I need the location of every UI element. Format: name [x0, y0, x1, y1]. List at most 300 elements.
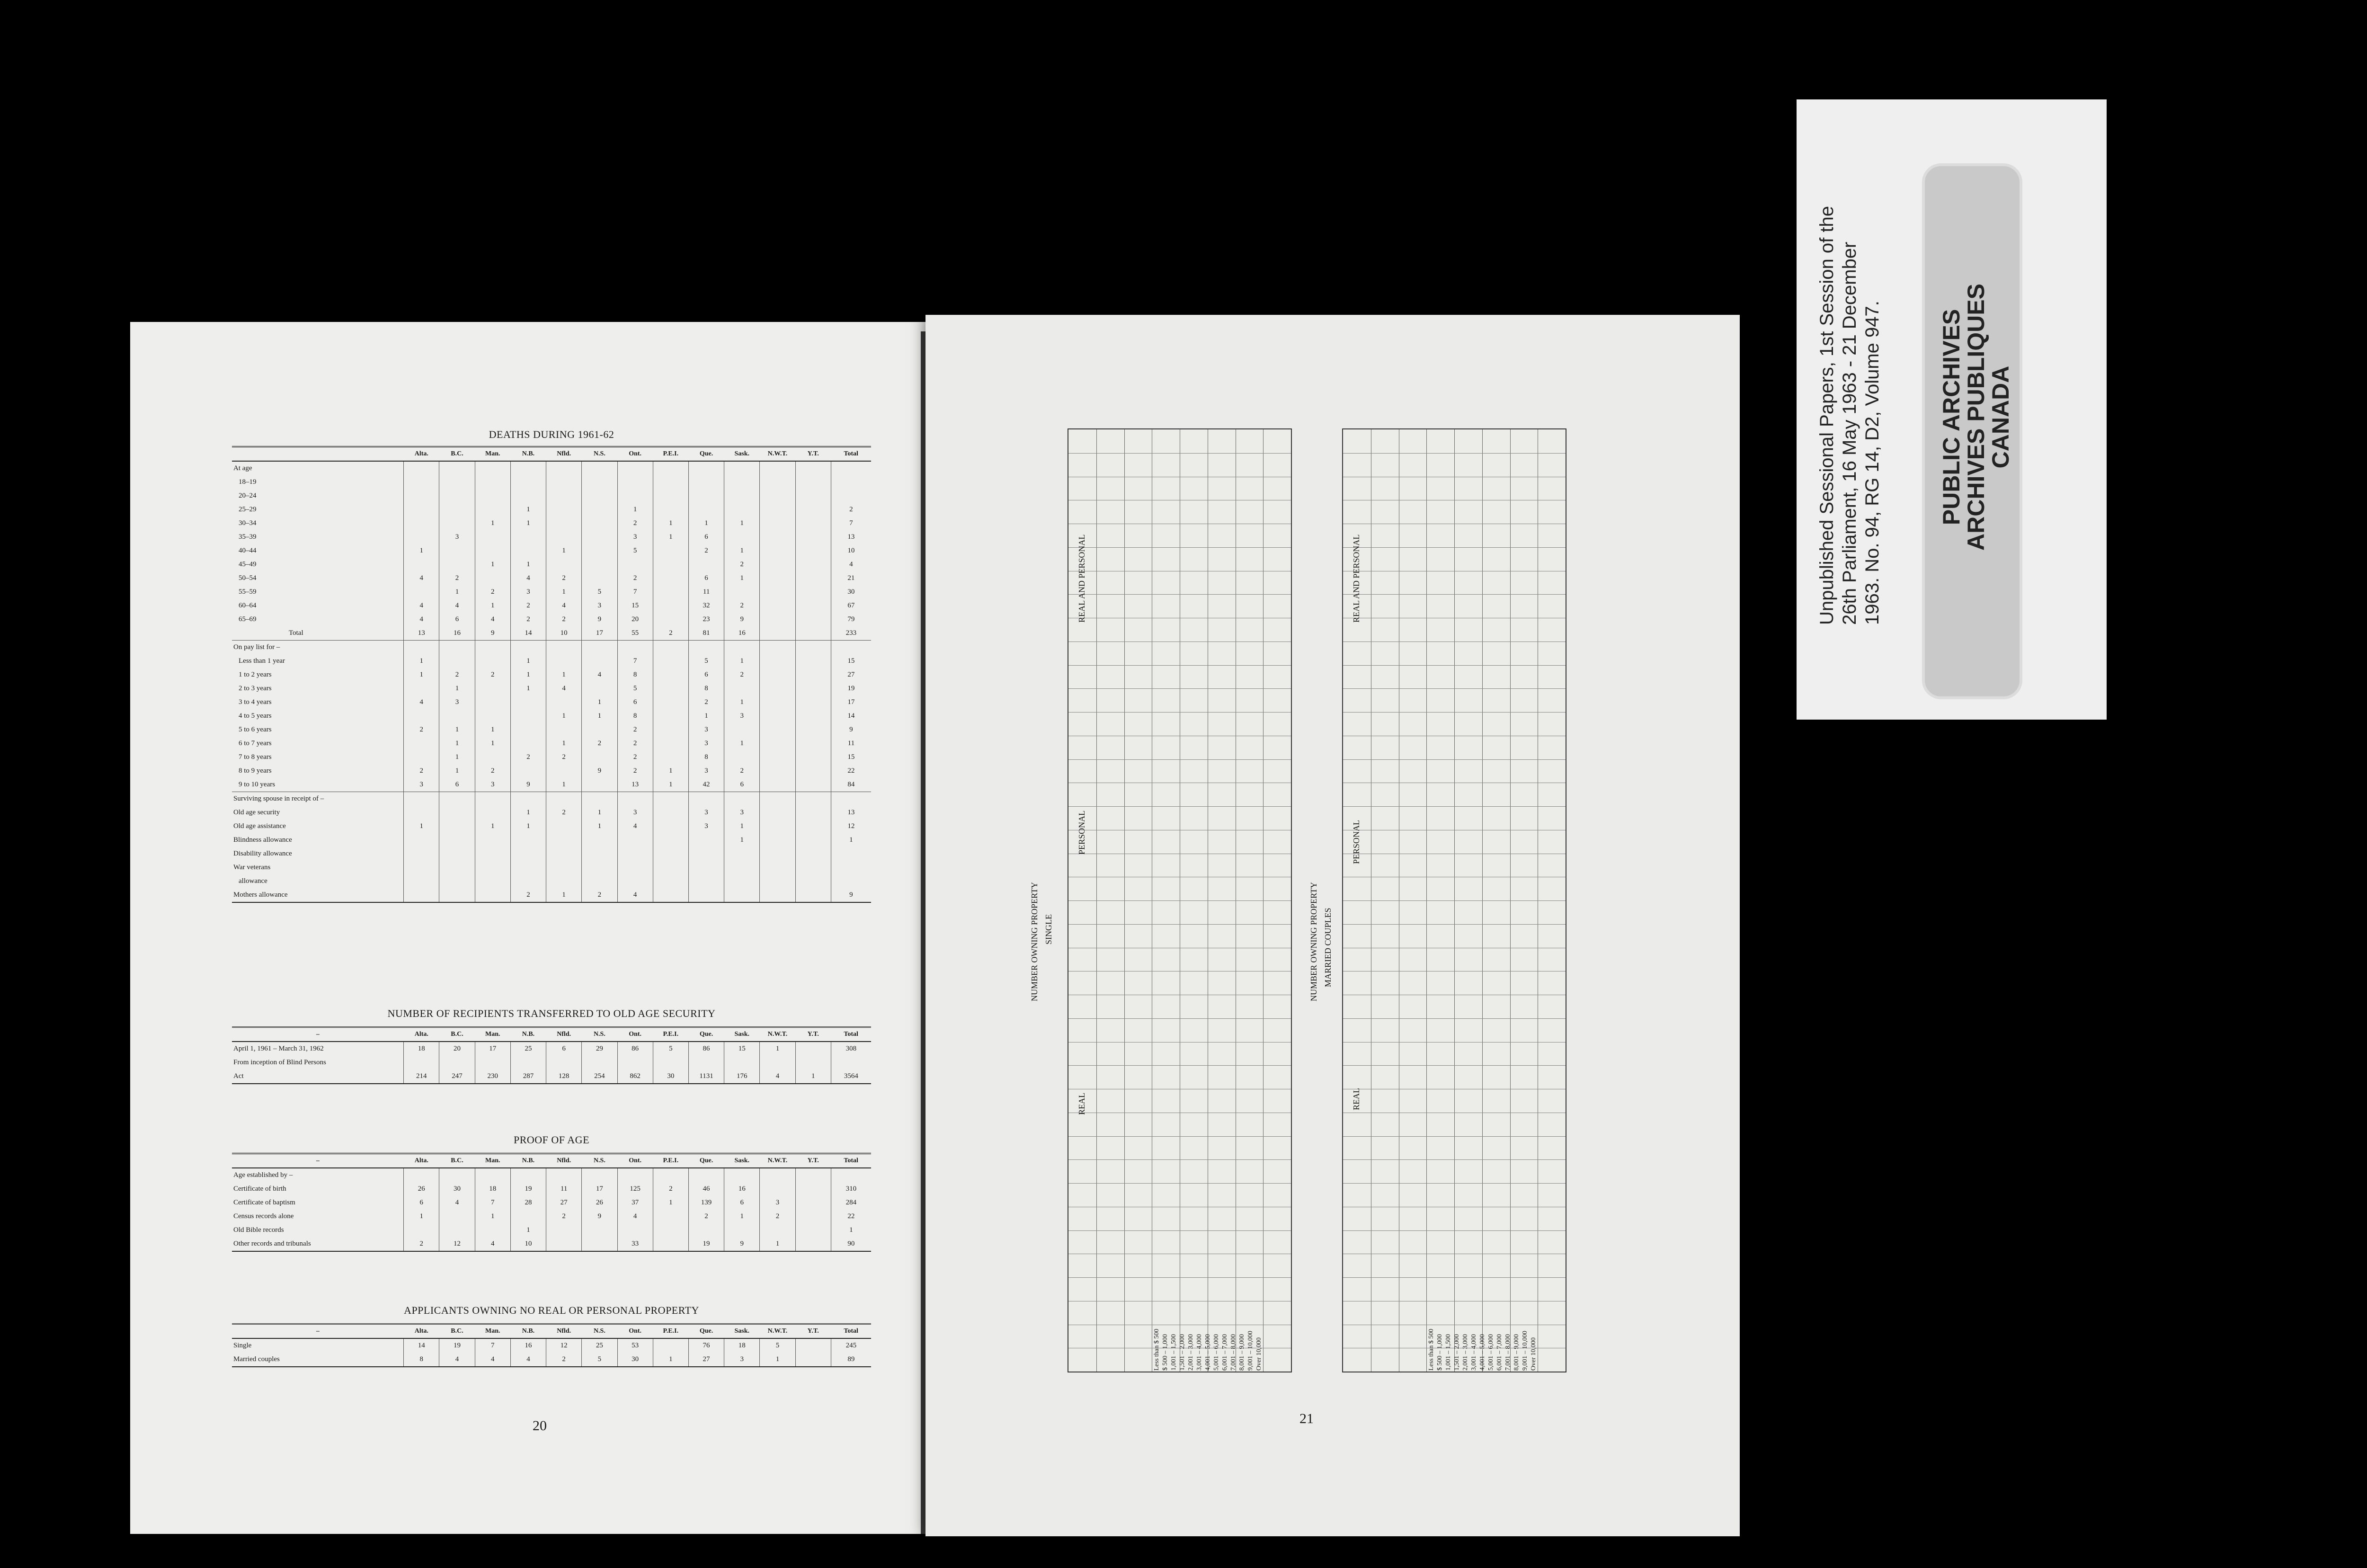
column-header: Man.: [475, 447, 510, 462]
column-header: Sask.: [724, 1154, 760, 1168]
table-cell: 5: [617, 682, 653, 695]
table-cell: 76: [688, 1338, 724, 1353]
deaths-table-title: DEATHS DURING 1961-62: [489, 428, 614, 440]
column-header: Y.T.: [795, 447, 831, 462]
table-cell: 2: [617, 737, 653, 750]
table-cell: 2: [724, 599, 760, 613]
table-cell: [582, 489, 617, 503]
table-cell: 1: [546, 778, 582, 792]
proof-of-age-table: [232, 1153, 871, 1252]
table-cell: [546, 833, 582, 847]
table-cell: 1: [510, 1223, 546, 1237]
table-cell: [653, 1056, 688, 1069]
row-label: April 1, 1961 – March 31, 1962: [233, 1045, 324, 1052]
table-cell: [475, 503, 510, 517]
table-cell: 2: [617, 764, 653, 778]
table-cell: 1: [724, 820, 760, 833]
table-cell: [439, 461, 475, 475]
column-header: Total: [831, 1324, 871, 1339]
table-cell: 4: [404, 695, 439, 709]
table-cell: 16: [510, 1338, 546, 1353]
table-cell: [760, 1223, 795, 1237]
table-cell: 33: [617, 1237, 653, 1251]
table-cell: [795, 544, 831, 558]
table-row: [232, 599, 871, 613]
grid-line: [1068, 1159, 1291, 1160]
table-cell: [795, 1056, 831, 1069]
table-cell: 26: [582, 1196, 617, 1210]
row-label: 50–54: [239, 574, 257, 582]
table-cell: [760, 530, 795, 544]
table-cell: 26: [404, 1182, 439, 1196]
table-cell: [653, 1168, 688, 1182]
table-cell: [795, 806, 831, 820]
married-property-table: [1342, 428, 1566, 1372]
table-cell: 37: [617, 1196, 653, 1210]
table-cell: [475, 806, 510, 820]
table-cell: [653, 654, 688, 668]
table-cell: 6: [688, 668, 724, 682]
table-cell: [760, 695, 795, 709]
table-cell: [439, 654, 475, 668]
table-cell: 1: [724, 654, 760, 668]
table-cell: 5: [653, 1042, 688, 1056]
grid-line: [1343, 1230, 1566, 1231]
table-cell: 2: [510, 599, 546, 613]
table-cell: 6: [546, 1042, 582, 1056]
table-cell: [688, 461, 724, 475]
table-cell: 1: [439, 585, 475, 599]
table-cell: [546, 517, 582, 530]
table-cell: [795, 654, 831, 668]
table-cell: [688, 792, 724, 806]
table-cell: [688, 874, 724, 888]
table-cell: [688, 503, 724, 517]
column-header: Alta.: [404, 447, 439, 462]
table-cell: [653, 599, 688, 613]
table-cell: [439, 888, 475, 902]
table-cell: [795, 530, 831, 544]
row-label: Less than 1 year: [239, 657, 285, 665]
table-cell: 2: [760, 1210, 795, 1223]
table-cell: 22: [831, 764, 871, 778]
table-cell: 19: [439, 1338, 475, 1353]
table-cell: [546, 1237, 582, 1251]
table-cell: 1: [653, 764, 688, 778]
table-row: [232, 723, 871, 737]
table-cell: 1: [475, 517, 510, 530]
table-cell: 1: [439, 750, 475, 764]
table-cell: 12: [831, 820, 871, 833]
table-row: [232, 544, 871, 558]
table-cell: [760, 1168, 795, 1182]
table-cell: [617, 861, 653, 874]
table-cell: [404, 489, 439, 503]
table-cell: [653, 750, 688, 764]
table-cell: 16: [439, 626, 475, 641]
row-label: 6 to 7 years: [239, 739, 272, 747]
row-label: 55–59: [239, 588, 257, 596]
table-cell: [795, 874, 831, 888]
table-cell: 2: [546, 1210, 582, 1223]
table-cell: 1: [831, 1223, 871, 1237]
table-cell: 46: [688, 1182, 724, 1196]
table-cell: [760, 599, 795, 613]
table-row: [232, 668, 871, 682]
table-cell: 1: [475, 558, 510, 571]
table-cell: 10: [546, 626, 582, 641]
citation-line-2: 26th Parliament, 16 May 1963 - 21 December: [1839, 241, 1860, 625]
table-row: [232, 806, 871, 820]
column-header: Nfld.: [546, 1154, 582, 1168]
table-cell: [439, 503, 475, 517]
table-cell: [617, 475, 653, 489]
table-cell: 1: [404, 544, 439, 558]
table-cell: 1: [724, 544, 760, 558]
table-cell: [404, 461, 439, 475]
table-cell: [404, 750, 439, 764]
column-header: N.S.: [582, 447, 617, 462]
column-header: Man.: [475, 1324, 510, 1339]
grid-line: [1343, 1159, 1566, 1160]
table-cell: 1: [760, 1042, 795, 1056]
table-cell: [688, 1168, 724, 1182]
table-cell: [582, 571, 617, 585]
table-cell: 18: [404, 1042, 439, 1056]
table-cell: 20: [439, 1042, 475, 1056]
table-cell: 1: [546, 888, 582, 902]
table-cell: 1: [582, 709, 617, 723]
grid-line: [1068, 712, 1291, 713]
single-table-title: NUMBER OWNING PROPERTY: [1030, 882, 1039, 1001]
table-cell: [724, 874, 760, 888]
citation-line-3: 1963. No. 94, RG 14, D2, Volume 947.: [1862, 301, 1883, 625]
table-cell: 9: [582, 1210, 617, 1223]
table-cell: [475, 847, 510, 861]
table-row: [232, 489, 871, 503]
column-header: –: [232, 1324, 404, 1339]
table-cell: 3: [582, 599, 617, 613]
table-cell: [510, 461, 546, 475]
table-cell: [724, 585, 760, 599]
column-header: Sask.: [724, 1324, 760, 1339]
value-range-label: 1,001 – 1,500: [1170, 1334, 1177, 1371]
value-range-label: 8,001 – 9,000: [1238, 1334, 1246, 1371]
table-cell: [475, 571, 510, 585]
table-row: [232, 1210, 871, 1223]
table-cell: 4: [546, 682, 582, 695]
table-cell: 1: [724, 737, 760, 750]
table-cell: [439, 558, 475, 571]
table-cell: [582, 544, 617, 558]
table-cell: [831, 475, 871, 489]
grid-line: [1068, 924, 1291, 925]
table-cell: 86: [617, 1042, 653, 1056]
table-row: [232, 695, 871, 709]
table-cell: [475, 1223, 510, 1237]
table-cell: 1131: [688, 1069, 724, 1084]
table-cell: 4: [404, 613, 439, 626]
column-header: N.S.: [582, 1027, 617, 1042]
table-cell: [831, 641, 871, 655]
table-cell: 2: [582, 737, 617, 750]
table-cell: [831, 792, 871, 806]
row-label: 3 to 4 years: [239, 698, 272, 706]
grid-line: [1343, 1277, 1566, 1278]
table-cell: 2: [475, 585, 510, 599]
table-cell: [546, 641, 582, 655]
table-cell: 4: [439, 1196, 475, 1210]
column-header: P.E.I.: [653, 1027, 688, 1042]
table-cell: [688, 833, 724, 847]
table-cell: 245: [831, 1338, 871, 1353]
row-label: 7 to 8 years: [239, 753, 272, 761]
table-cell: 15: [831, 750, 871, 764]
table-cell: [795, 723, 831, 737]
table-cell: [404, 585, 439, 599]
single-group-personal: PERSONAL: [1077, 810, 1086, 855]
column-header: N.W.T.: [760, 447, 795, 462]
table-cell: [653, 737, 688, 750]
table-cell: [546, 503, 582, 517]
table-row: [232, 613, 871, 626]
table-cell: [688, 475, 724, 489]
table-cell: 16: [724, 626, 760, 641]
table-cell: [404, 682, 439, 695]
column-header: [232, 447, 404, 462]
table-row: [232, 1338, 871, 1353]
table-cell: 3: [688, 737, 724, 750]
table-cell: 86: [688, 1042, 724, 1056]
table-cell: [653, 585, 688, 599]
table-cell: [582, 778, 617, 792]
table-cell: 8: [404, 1353, 439, 1367]
column-header: N.W.T.: [760, 1154, 795, 1168]
table-cell: [795, 1210, 831, 1223]
table-cell: [582, 641, 617, 655]
row-label: Old age security: [233, 809, 280, 816]
table-cell: 3: [688, 820, 724, 833]
table-cell: [546, 654, 582, 668]
table-cell: [688, 888, 724, 902]
column-header: N.B.: [510, 1324, 546, 1339]
table-cell: [653, 1210, 688, 1223]
table-cell: [617, 1056, 653, 1069]
grid-line: [1068, 900, 1291, 901]
table-cell: [617, 1168, 653, 1182]
table-cell: [724, 1223, 760, 1237]
table-cell: 3: [510, 585, 546, 599]
grid-line: [1068, 453, 1291, 454]
value-range-label: 1,001 – 1,500: [1445, 1334, 1452, 1371]
table-cell: 6: [688, 571, 724, 585]
table-cell: [795, 764, 831, 778]
table-cell: 13: [617, 778, 653, 792]
row-label: 4 to 5 years: [239, 712, 272, 720]
grid-line: [1343, 806, 1566, 807]
table-cell: [653, 668, 688, 682]
table-cell: [760, 861, 795, 874]
table-cell: [546, 558, 582, 571]
table-cell: [795, 737, 831, 750]
table-cell: 20: [617, 613, 653, 626]
table-cell: 1: [724, 571, 760, 585]
table-row: [232, 461, 871, 475]
column-header: P.E.I.: [653, 1154, 688, 1168]
table-cell: 139: [688, 1196, 724, 1210]
row-label: Certificate of baptism: [233, 1199, 295, 1206]
value-range-label: 7,001 – 8,000: [1504, 1334, 1512, 1371]
table-cell: 1: [546, 668, 582, 682]
row-label: Act: [232, 1069, 404, 1084]
table-cell: [546, 1223, 582, 1237]
value-range-label: 9,001 – 10,000: [1522, 1331, 1529, 1371]
table-cell: 10: [831, 544, 871, 558]
row-label: At age: [233, 464, 252, 472]
table-cell: [653, 503, 688, 517]
row-label: 45–49: [239, 561, 257, 568]
table-cell: 3: [617, 806, 653, 820]
grid-line: [1343, 1065, 1566, 1066]
table-cell: 9: [724, 613, 760, 626]
table-cell: [546, 461, 582, 475]
table-cell: 2: [404, 764, 439, 778]
row-label: 40–44: [239, 547, 257, 554]
table-cell: 8: [617, 668, 653, 682]
single-group-both: REAL AND PERSONAL: [1077, 534, 1086, 623]
value-range-label: 6,001 – 7,000: [1496, 1334, 1503, 1371]
table-cell: 284: [831, 1196, 871, 1210]
table-row: [232, 654, 871, 668]
table-row: [232, 820, 871, 833]
table-row: [232, 475, 871, 489]
table-cell: 17: [582, 1182, 617, 1196]
table-row: [232, 874, 871, 888]
table-cell: [510, 641, 546, 655]
row-label: 65–69: [239, 615, 257, 623]
table-cell: [582, 654, 617, 668]
table-cell: 9: [510, 778, 546, 792]
table-cell: [653, 641, 688, 655]
table-cell: 79: [831, 613, 871, 626]
table-cell: 1: [795, 1069, 831, 1084]
table-cell: 2: [439, 668, 475, 682]
grid-line: [1343, 641, 1566, 642]
table-cell: [617, 558, 653, 571]
grid-line: [1068, 1065, 1291, 1066]
column-header: Y.T.: [795, 1027, 831, 1042]
table-cell: [582, 682, 617, 695]
table-cell: [795, 861, 831, 874]
table-cell: 5: [582, 585, 617, 599]
table-cell: [795, 613, 831, 626]
table-cell: [653, 613, 688, 626]
table-cell: [653, 489, 688, 503]
grid-line: [1068, 641, 1291, 642]
table-cell: [582, 1223, 617, 1237]
table-cell: 11: [831, 737, 871, 750]
table-cell: [546, 723, 582, 737]
table-cell: 1: [582, 820, 617, 833]
table-cell: [831, 847, 871, 861]
table-cell: [582, 530, 617, 544]
column-header: N.B.: [510, 447, 546, 462]
table-cell: 310: [831, 1182, 871, 1196]
table-cell: 7: [831, 517, 871, 530]
table-row: [232, 778, 871, 792]
table-cell: 2: [653, 626, 688, 641]
table-cell: [439, 1210, 475, 1223]
table-cell: 4: [404, 599, 439, 613]
value-range-label: 9,001 – 10,000: [1247, 1331, 1254, 1371]
table-cell: [760, 888, 795, 902]
table-cell: [688, 558, 724, 571]
table-cell: 1: [653, 1196, 688, 1210]
table-cell: [439, 792, 475, 806]
table-cell: 11: [546, 1182, 582, 1196]
table-cell: 1: [546, 709, 582, 723]
value-range-label: 4,001 – 5,000: [1204, 1334, 1211, 1371]
table-cell: [439, 820, 475, 833]
table-cell: [475, 654, 510, 668]
table-cell: [546, 861, 582, 874]
table-cell: [475, 1168, 510, 1182]
table-cell: 1: [546, 544, 582, 558]
row-label: From inception of Blind Persons: [233, 1059, 326, 1066]
table-cell: [439, 806, 475, 820]
table-cell: [439, 833, 475, 847]
table-cell: [795, 778, 831, 792]
table-cell: 4: [510, 1353, 546, 1367]
table-cell: 17: [831, 695, 871, 709]
table-cell: 8: [688, 682, 724, 695]
table-cell: 14: [831, 709, 871, 723]
table-row: [232, 626, 871, 641]
archives-stamp: [1922, 163, 2022, 699]
table-row: [232, 585, 871, 599]
table-cell: [439, 489, 475, 503]
table-cell: 2: [617, 723, 653, 737]
table-row: [232, 517, 871, 530]
table-cell: 2: [688, 1210, 724, 1223]
table-row: [232, 764, 871, 778]
row-label: Census records alone: [233, 1212, 294, 1220]
table-cell: [404, 1056, 439, 1069]
table-cell: [617, 874, 653, 888]
table-cell: [582, 558, 617, 571]
table-cell: 1: [724, 833, 760, 847]
table-cell: [439, 1056, 475, 1069]
table-cell: [724, 792, 760, 806]
column-header: Ont.: [617, 447, 653, 462]
table-cell: [653, 792, 688, 806]
table-cell: 67: [831, 599, 871, 613]
table-cell: [760, 847, 795, 861]
table-cell: [546, 847, 582, 861]
table-cell: [795, 668, 831, 682]
table-cell: [582, 517, 617, 530]
table-cell: [546, 874, 582, 888]
table-cell: 2: [475, 764, 510, 778]
column-header: –: [232, 1027, 404, 1042]
table-cell: 2: [475, 668, 510, 682]
table-cell: [795, 847, 831, 861]
grid-line: [1343, 712, 1566, 713]
table-cell: 9: [724, 1237, 760, 1251]
column-header: Man.: [475, 1154, 510, 1168]
table-cell: [617, 1223, 653, 1237]
grid-line: [1343, 665, 1566, 666]
